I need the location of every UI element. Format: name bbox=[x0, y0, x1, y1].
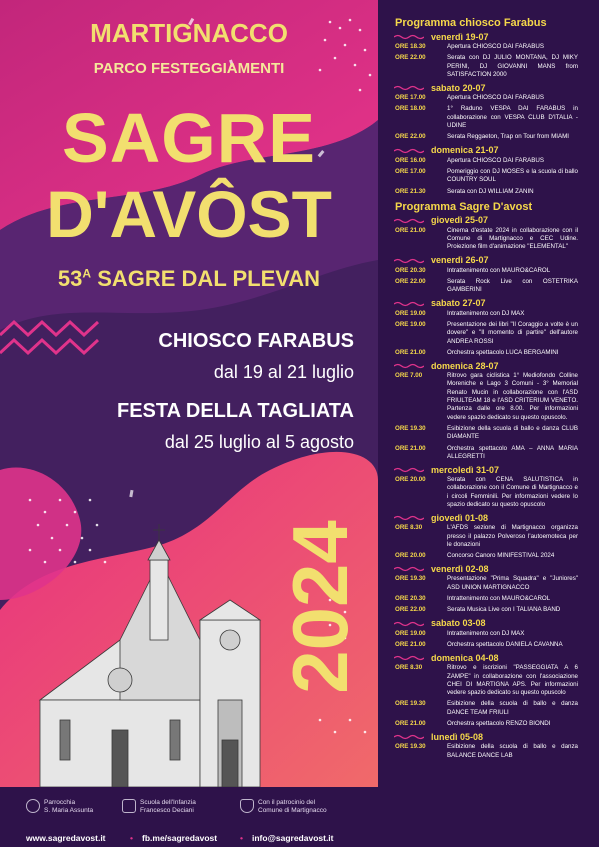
day-label: sabato 27-07 bbox=[431, 298, 486, 309]
event-time: ORE 19.00 bbox=[395, 629, 426, 637]
event-time: ORE 19.00 bbox=[395, 309, 426, 317]
day-label: lunedì 05-08 bbox=[431, 731, 484, 742]
day-label: venerdì 26-07 bbox=[431, 255, 489, 266]
event-time: ORE 17.00 bbox=[395, 167, 426, 175]
event-description: Orchestra spettacolo LUCA BERGAMINI bbox=[447, 348, 559, 356]
event-row bbox=[378, 94, 599, 102]
event-description: Orchestra spettacolo DANIELA CAVANNA bbox=[447, 640, 563, 648]
event-row bbox=[378, 321, 599, 346]
event-description: Orchestra spettacolo AMA – ANNA MARIA ALLEGRETTI bbox=[447, 444, 578, 460]
day-header bbox=[378, 255, 599, 267]
event-row bbox=[378, 641, 599, 649]
comune-crest-icon bbox=[240, 799, 254, 813]
day-label: venerdì 19-07 bbox=[431, 31, 489, 42]
event1-dates: dal 19 al 21 luglio bbox=[213, 362, 354, 382]
event-description: Presentazione "Prima Squadra" e "Juniores" ASD UNION MARTIGNACCO bbox=[447, 575, 578, 591]
wave-icon bbox=[378, 258, 412, 264]
year-vertical: 2024 bbox=[276, 520, 364, 694]
day-header bbox=[378, 618, 599, 630]
wave-icon bbox=[378, 467, 412, 473]
event-time: ORE 20.30 bbox=[395, 595, 426, 603]
event-row bbox=[378, 278, 599, 295]
event-row bbox=[378, 720, 599, 728]
day-header bbox=[378, 360, 599, 372]
event-row bbox=[378, 425, 599, 442]
venue-name: PARCO FESTEGGIAMENTI bbox=[93, 60, 285, 77]
parish-logo-icon bbox=[26, 799, 40, 813]
day-header bbox=[378, 298, 599, 310]
event-row bbox=[378, 349, 599, 357]
wave-icon bbox=[378, 515, 412, 521]
event-time: ORE 20.00 bbox=[395, 552, 426, 560]
event-time: ORE 7.00 bbox=[395, 372, 423, 380]
wave-icon bbox=[378, 621, 412, 627]
event-row bbox=[378, 445, 599, 462]
event-description: Apertura CHIOSCO DAI FARABUS bbox=[447, 156, 544, 164]
footer-logo1-line2: S. Maria Assunta bbox=[44, 807, 94, 814]
event-time: ORE 19.00 bbox=[395, 320, 426, 328]
day-label: mercoledì 31-07 bbox=[431, 464, 500, 475]
day-header bbox=[378, 82, 599, 94]
event-description: Esibizione della scuola di ballo e danza CLUB DIAMANTE bbox=[447, 424, 578, 441]
day-header bbox=[378, 512, 599, 524]
event-description: Intrattenimento con MAURO&CAROL bbox=[447, 595, 551, 603]
event-row bbox=[378, 595, 599, 603]
event-description: Serata Reggaeton, Trap on Tour from MIAMI bbox=[447, 133, 569, 141]
event-row bbox=[378, 476, 599, 509]
event-time: ORE 19.30 bbox=[395, 424, 426, 432]
event-time: ORE 21.00 bbox=[395, 348, 426, 356]
footer-sep1: • bbox=[130, 833, 133, 843]
event-row bbox=[378, 105, 599, 130]
event-description: L'AFDS sezione di Martignacco organizza presso il palazzo Polveroso l'autoemoteca per le donazioni bbox=[447, 524, 578, 548]
program-list bbox=[378, 14, 599, 763]
day-label: sabato 20-07 bbox=[431, 82, 486, 93]
day-header bbox=[378, 464, 599, 476]
title-line2: D'AVÔST bbox=[46, 177, 332, 251]
program-panel bbox=[378, 0, 599, 847]
facebook-link[interactable]: fb.me/sagredavost bbox=[142, 833, 218, 843]
email-link[interactable]: info@sagredavost.it bbox=[252, 833, 334, 843]
event-time: ORE 18.00 bbox=[395, 105, 426, 113]
website-link[interactable]: www.sagredavost.it bbox=[26, 833, 106, 843]
event-row bbox=[378, 606, 599, 614]
footer-logo2-line1: Scuola dell'Infanzia bbox=[140, 799, 196, 806]
event2-dates: dal 25 luglio al 5 agosto bbox=[164, 432, 354, 452]
event-description: Intrattenimento con DJ MAX bbox=[447, 629, 525, 637]
event-description: Esibizione della scuola di ballo e danza BALANCE DANCE LAB bbox=[447, 743, 578, 759]
event-time: ORE 8.30 bbox=[395, 524, 423, 532]
wave-icon bbox=[378, 85, 412, 91]
event-time: ORE 22.00 bbox=[395, 133, 426, 141]
day-header bbox=[378, 563, 599, 575]
day-header bbox=[378, 31, 599, 43]
event-description: Apertura CHIOSCO DAI FARABUS bbox=[447, 43, 544, 50]
edition-number: 53 bbox=[57, 266, 83, 291]
event-time: ORE 8.30 bbox=[395, 664, 423, 672]
day-label: sabato 03-08 bbox=[431, 618, 486, 629]
event-time: ORE 21.30 bbox=[395, 187, 426, 195]
event-time: ORE 19.30 bbox=[395, 700, 426, 708]
event-description: Serata con CENA SALUTISTICA in collaborazione con il Comune di Martignacco e i circoli Femminili. Per informazioni vedere lo spazio dedicato su questo opuscolo bbox=[447, 476, 578, 508]
event-row bbox=[378, 54, 599, 79]
wave-icon bbox=[378, 655, 412, 661]
event-row bbox=[378, 664, 599, 697]
event-row bbox=[378, 168, 599, 185]
event-time: ORE 22.00 bbox=[395, 278, 426, 286]
event-row bbox=[378, 630, 599, 638]
event-row bbox=[378, 157, 599, 165]
event-description: Ritrovo e iscrizioni "PASSEGGIATA A 6 ZAMPE" in collaborazione con l'associazione CHEI DI MARTIGNA APS. Per informazioni vedere spazio dedicato su questo opuscolo bbox=[447, 664, 578, 697]
event-description: Apertura CHIOSCO DAI FARABUS bbox=[447, 94, 544, 102]
event-row bbox=[378, 267, 599, 275]
event-time: ORE 21.00 bbox=[395, 640, 426, 648]
event-time: ORE 19.30 bbox=[395, 743, 426, 751]
day-header bbox=[378, 731, 599, 743]
event-time: ORE 16.00 bbox=[395, 156, 426, 164]
event-time: ORE 21.00 bbox=[395, 226, 426, 234]
wave-icon bbox=[378, 363, 412, 369]
day-label: domenica 21-07 bbox=[431, 145, 499, 156]
footer-sep2: • bbox=[240, 833, 243, 843]
event-row bbox=[378, 310, 599, 318]
event-row bbox=[378, 372, 599, 422]
day-header bbox=[378, 145, 599, 157]
wave-icon bbox=[378, 218, 412, 224]
event-description: Intrattenimento con DJ MAX bbox=[447, 309, 525, 317]
event-time: ORE 20.30 bbox=[395, 266, 426, 274]
event-description: Intrattenimento con MAURO&CAROL bbox=[447, 266, 551, 274]
event-row bbox=[378, 133, 599, 141]
program-title: Programma Sagre D'avost bbox=[395, 200, 533, 213]
edition-rest: SAGRE DAL PLEVAN bbox=[91, 266, 321, 291]
event-description: Serata Rock Live con OSTETRIKA GAMBERINI bbox=[447, 278, 578, 294]
day-label: domenica 28-07 bbox=[431, 360, 499, 371]
wave-icon bbox=[378, 566, 412, 572]
program-title: Programma chiosco Farabus bbox=[395, 17, 547, 29]
footer-logo2-line2: Francesco Deciani bbox=[140, 807, 194, 814]
event-description: Cinema d'estate 2024 in collaborazione con il Comune di Martignacco e CEC Udine. Proiezione film d'animazione "ELEMENTAL" bbox=[447, 226, 578, 251]
event-description: Presentazione dei libri "Il Coraggio a volte è un dovere" e "Il momento di partire" dell'autore ANDREA ROSSI bbox=[447, 320, 578, 345]
event-description: 1° Raduno VESPA DAI FARABUS in collaborazione con VESPA CLUB D'ITALIA - UDINE bbox=[447, 105, 578, 130]
event-time: ORE 22.00 bbox=[395, 54, 426, 62]
day-label: giovedì 25-07 bbox=[431, 215, 489, 226]
day-label: domenica 04-08 bbox=[431, 652, 499, 663]
event2-name: FESTA DELLA TAGLIATA bbox=[116, 400, 354, 422]
event-description: Orchestra spettacolo RENZO BIONDI bbox=[447, 720, 551, 728]
event-description: Serata Musica Live con I TALIANA BAND bbox=[447, 606, 561, 614]
event-description: Esibizione della scuola di ballo e danza DANCE TEAM FRIULI bbox=[447, 700, 578, 716]
event-row bbox=[378, 575, 599, 592]
footer-logo3-line2: Comune di Martignacco bbox=[258, 807, 327, 814]
event-description: Ritrovo gara ciclistica 1° Mediofondo Colline Moreniche e Lago 3 Comuni - 3° Memorial Renato Mucin in collaborazione con l'ASD FRIULTEAM 18 e l'ASD CRITERIUM VENETO. Partenza dalle ore 8.00. Per informazioni vedere spazio dedicato su questo opuscolo. bbox=[447, 372, 578, 421]
event-row bbox=[378, 552, 599, 560]
school-logo-icon bbox=[122, 799, 136, 813]
wave-icon bbox=[378, 148, 412, 154]
event-description: Pomeriggio con DJ MOSES e la scuola di ballo COUNTRY SOUL bbox=[447, 167, 578, 184]
event1-name: CHIOSCO FARABUS bbox=[158, 330, 354, 352]
event-time: ORE 21.00 bbox=[395, 444, 426, 452]
event-time: ORE 22.00 bbox=[395, 606, 426, 614]
event-row bbox=[378, 743, 599, 760]
day-header bbox=[378, 652, 599, 664]
event-time: ORE 17.00 bbox=[395, 94, 426, 102]
event-time: ORE 19.30 bbox=[395, 575, 426, 583]
event-row bbox=[378, 43, 599, 51]
day-label: venerdì 02-08 bbox=[431, 563, 489, 574]
event-description: Serata con DJ WILLIAM ZANIN bbox=[447, 187, 534, 195]
edition-sup: A bbox=[82, 266, 92, 281]
footer-logo1-line1: Parrocchia bbox=[44, 799, 76, 806]
day-label: giovedì 01-08 bbox=[431, 512, 489, 523]
wave-icon bbox=[378, 734, 412, 740]
title-line1: SAGRE bbox=[62, 99, 316, 177]
event-time: ORE 20.00 bbox=[395, 476, 426, 484]
event-row bbox=[378, 188, 599, 196]
edition-subtitle bbox=[0, 266, 378, 292]
day-header bbox=[378, 215, 599, 227]
event-description: Serata con DJ JULIO MONTANA, DJ MIKY PERINI, DJ GIOVANNI MANS from SATISFACTION 2000 bbox=[447, 54, 578, 78]
event-time: ORE 21.00 bbox=[395, 720, 426, 728]
event-description: Concorso Canoro MINIFESTIVAL 2024 bbox=[447, 552, 555, 560]
wave-icon bbox=[378, 301, 412, 307]
wave-icon bbox=[378, 34, 412, 40]
event-time: ORE 18.30 bbox=[395, 43, 426, 50]
footer-logo3-line1: Con il patrocinio del bbox=[258, 799, 316, 806]
town-name: MARTIGNACCO bbox=[90, 18, 288, 48]
event-row bbox=[378, 524, 599, 549]
event-row bbox=[378, 227, 599, 252]
event-row bbox=[378, 700, 599, 717]
